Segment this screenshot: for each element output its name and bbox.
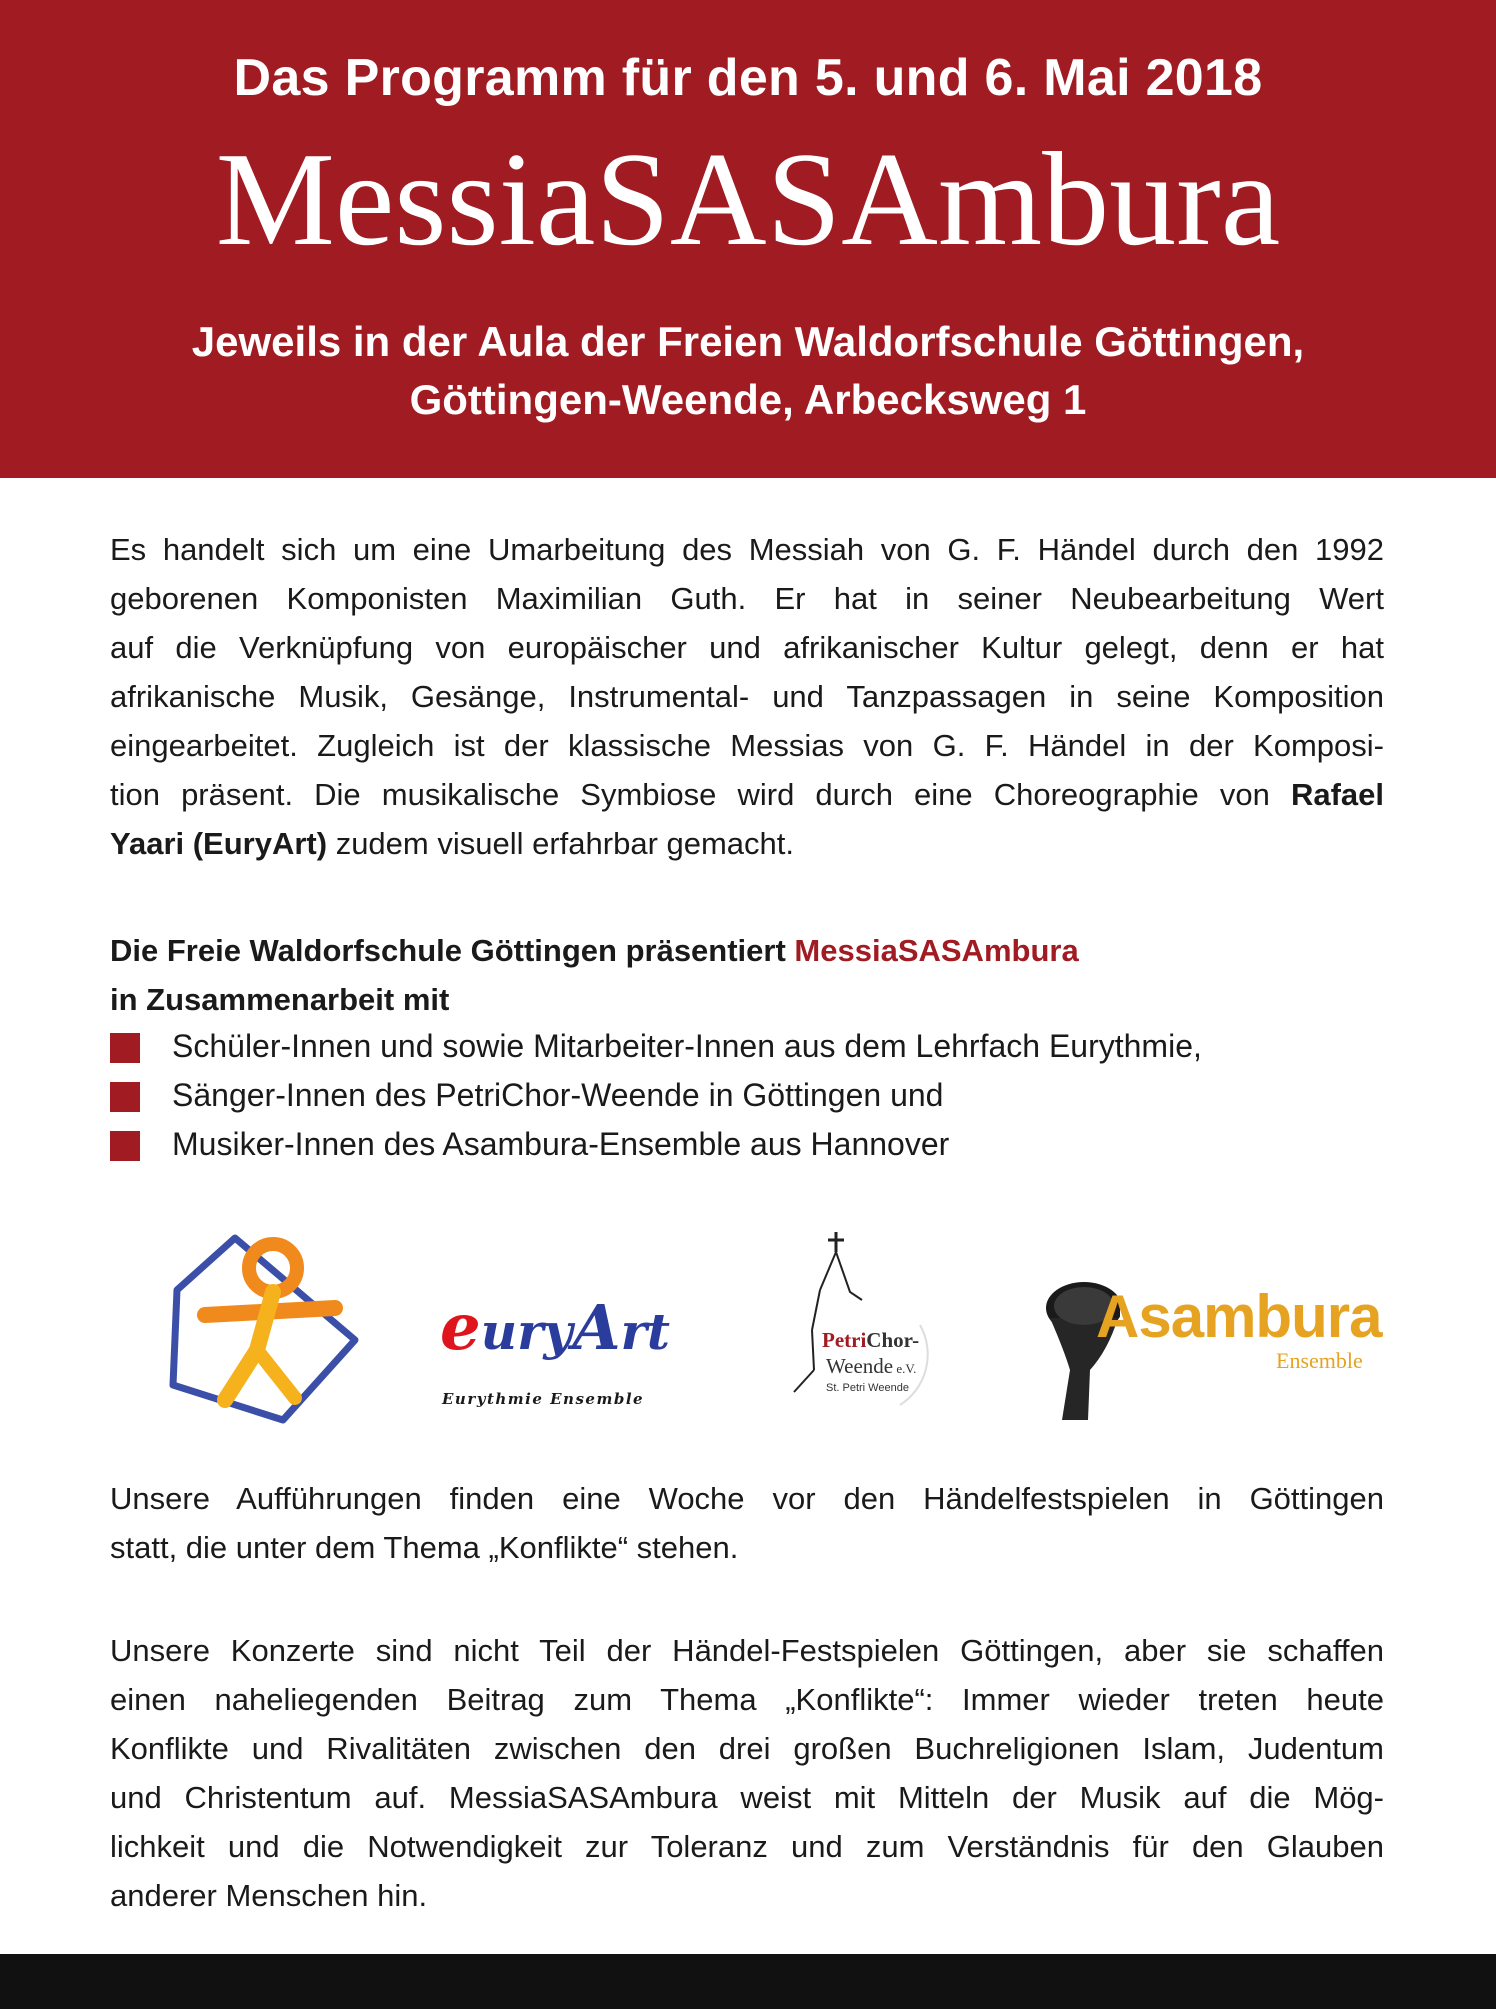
euryart-letters: ury bbox=[480, 1302, 573, 1361]
performance-paragraph bbox=[110, 1474, 1384, 1572]
euryart-logo bbox=[440, 1290, 670, 1410]
partner-logos bbox=[0, 1220, 1496, 1450]
list-item bbox=[110, 1120, 1202, 1169]
paragraph-line: Unsere Aufführungen finden eine Woche vor den Händelfestspielen in Göttingen bbox=[110, 1481, 1384, 1516]
asambura-subtitle: Ensemble bbox=[1276, 1348, 1363, 1373]
intro-line: Es handelt sich um eine Umarbeitung des Messiah von G. F. Händel durch den 1992 bbox=[110, 532, 1384, 567]
concert-paragraph bbox=[110, 1626, 1384, 1920]
intro-line: afrikanische Musik, Gesänge, Instrumental- und Tanzpassagen in seine Komposition bbox=[110, 679, 1384, 714]
paragraph-line: Unsere Konzerte sind nicht Teil der Händel-Festspielen Göttingen, aber sie schaffen bbox=[110, 1633, 1384, 1668]
presents-line-2: in Zusammenarbeit mit bbox=[110, 982, 450, 1017]
euryart-subtitle: Eurythmie Ensemble bbox=[442, 1390, 645, 1408]
intro-line: eingearbeitet. Zugleich ist der klassische Messias von G. F. Händel in der Komposi- bbox=[110, 728, 1384, 763]
intro-line bbox=[110, 819, 1384, 868]
ev-text: e.V. bbox=[893, 1361, 917, 1376]
intro-text: tion präsent. Die musikalische Symbiose wird durch eine Choreographie von bbox=[110, 777, 1291, 812]
list-item-text: Sänger-Innen des PetriChor-Weende in Göttingen und bbox=[172, 1077, 944, 1113]
event-title: MessiaSASAmbura bbox=[215, 125, 1281, 273]
euryart-letter: A bbox=[572, 1291, 621, 1364]
list-item bbox=[110, 1022, 1202, 1071]
presents-text: Die Freie Waldorfschule Göttingen präsentiert bbox=[110, 933, 795, 968]
petrichor-weende bbox=[826, 1354, 916, 1379]
intro-line: geborenen Komponisten Maximilian Guth. Er hat in seiner Neubearbeitung Wert bbox=[110, 581, 1384, 616]
intro-paragraph bbox=[110, 525, 1384, 868]
asambura-logo bbox=[1040, 1280, 1380, 1430]
presents-line-1 bbox=[110, 926, 1079, 975]
program-date-heading: Das Programm für den 5. und 6. Mai 2018 bbox=[233, 49, 1263, 107]
paragraph-line: einen naheliegenden Beitrag zum Thema „Konflikte“: Immer wieder treten heute bbox=[110, 1682, 1384, 1717]
paragraph-line: und Christentum auf. MessiaSASAmbura weist mit Mitteln der Musik auf die Mög- bbox=[110, 1780, 1384, 1815]
header-banner bbox=[0, 0, 1496, 478]
euryart-letters: rt bbox=[620, 1302, 671, 1361]
footer-bar bbox=[0, 1954, 1496, 2009]
presents-heading bbox=[110, 926, 1079, 1024]
intro-line: auf die Verknüpfung von europäischer und afrikanischer Kultur gelegt, denn er hat bbox=[110, 630, 1384, 665]
intro-text: zudem visuell erfahrbar gemacht. bbox=[327, 826, 795, 861]
waldorf-school-logo bbox=[165, 1230, 365, 1425]
intro-line bbox=[110, 770, 1384, 819]
list-item-text: Schüler-Innen und sowie Mitarbeiter-Innen aus dem Lehrfach Eurythmie, bbox=[172, 1028, 1202, 1064]
bullet-square-icon bbox=[110, 1131, 140, 1161]
weende-text: Weende bbox=[826, 1354, 894, 1378]
euryart-letter: e bbox=[440, 1290, 481, 1365]
presents-title-accent: MessiaSASAmbura bbox=[794, 933, 1079, 968]
petrichor-name bbox=[822, 1328, 919, 1353]
chor-text: Chor- bbox=[866, 1328, 920, 1352]
bullet-square-icon bbox=[110, 1082, 140, 1112]
euryart-wordmark bbox=[440, 1290, 670, 1365]
venue-line-1: Jeweils in der Aula der Freien Waldorfschule Göttingen, bbox=[191, 318, 1305, 365]
venue-line-2: Göttingen-Weende, Arbecksweg 1 bbox=[409, 376, 1087, 423]
list-item-text: Musiker-Innen des Asambura-Ensemble aus Hannover bbox=[172, 1126, 950, 1162]
paragraph-line: statt, die unter dem Thema „Konflikte“ stehen. bbox=[110, 1530, 739, 1565]
petri-text: Petri bbox=[822, 1328, 867, 1352]
paragraph-line: lichkeit und die Notwendigkeit zur Toleranz und zum Verständnis für den Glauben bbox=[110, 1829, 1384, 1864]
paragraph-line: Konflikte und Rivalitäten zwischen den drei großen Buchreligionen Islam, Judentum bbox=[110, 1731, 1384, 1766]
list-item bbox=[110, 1071, 1202, 1120]
choreographer-name: Rafael bbox=[1290, 777, 1384, 812]
asambura-wordmark: Asambura bbox=[1096, 1283, 1382, 1350]
bullet-square-icon bbox=[110, 1033, 140, 1063]
petrichor-subtitle: St. Petri Weende bbox=[826, 1382, 909, 1394]
partner-list bbox=[110, 1022, 1202, 1169]
choreographer-name: Yaari (EuryArt) bbox=[110, 826, 328, 861]
petrichor-logo bbox=[780, 1230, 980, 1425]
paragraph-line: anderer Menschen hin. bbox=[110, 1878, 428, 1913]
